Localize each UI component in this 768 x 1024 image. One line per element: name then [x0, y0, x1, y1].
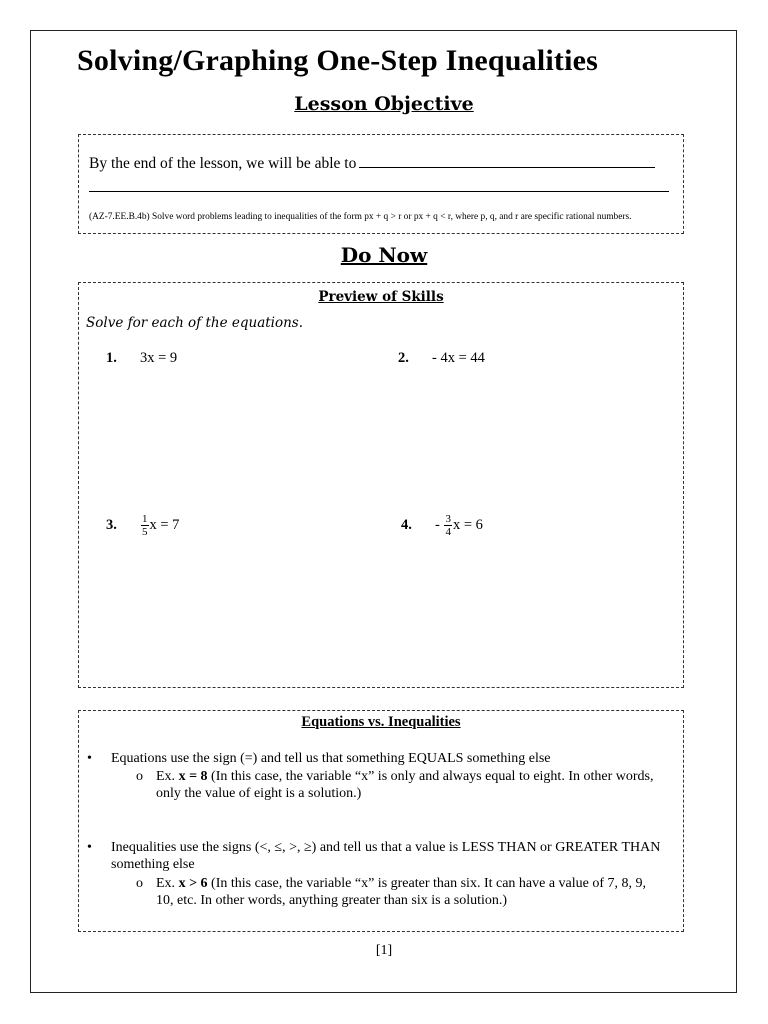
objective-blank-2 — [89, 191, 669, 192]
problem-expression: 3x = 9 — [140, 350, 178, 366]
fraction: $\frac{1}{5}$ — [142, 513, 148, 538]
do-now-heading: Do Now — [340, 243, 428, 267]
example-explanation: (In this case, the variable “x” is greater than six. It can have a value of 7, 8, 9, 10, etc. In other words, anything greater than six is a solution.) — [156, 876, 647, 908]
equations-vs-inequalities-heading: Equations vs. Inequalities — [301, 714, 461, 730]
lesson-objective-box — [78, 134, 684, 234]
equations-vs-inequalities-box — [78, 710, 684, 932]
objective-prompt — [89, 153, 655, 173]
preview-skills-box — [78, 282, 684, 688]
problem-number: 3. — [106, 516, 117, 533]
page-number: [1] — [375, 943, 393, 958]
problem-3 — [106, 513, 179, 538]
example-expression: x > 6 — [178, 876, 208, 891]
problem-expression: x = 7 — [149, 516, 180, 533]
objective-blank-1 — [359, 153, 655, 168]
example-label: Ex. — [156, 876, 179, 891]
bullet-text: Equations use the sign (=) and tell us that something EQUALS something else — [111, 751, 551, 766]
instructions: Solve for each of the equations. — [86, 315, 304, 331]
example-label: Ex. — [156, 769, 179, 784]
example-explanation: (In this case, the variable “x” is only and always equal to eight. In other words, only the value of eight is a solution.) — [156, 769, 654, 801]
negative-sign: - — [435, 516, 440, 533]
example-expression: x = 8 — [178, 769, 208, 784]
lesson-objective-heading: Lesson Objective — [294, 93, 474, 115]
preview-skills-heading: Preview of Skills — [318, 289, 444, 305]
fraction: $\frac{3}{4}$ — [445, 513, 451, 538]
problem-number: 2. — [398, 350, 409, 366]
objective-text: By the end of the lesson, we will be able to — [89, 155, 357, 172]
problem-expression: - 4x = 44 — [432, 350, 485, 366]
problem-number: 4. — [401, 516, 412, 533]
problem-4 — [401, 513, 483, 538]
bullet-dot: • — [87, 751, 92, 766]
problem-number: 1. — [106, 350, 117, 366]
standard-text: (AZ-7.EE.B.4b) Solve word problems leading to inequalities of the form px + q > r or px + q < r, where p, q, and r are specific rational numbers. — [89, 212, 632, 222]
sub-bullet: o — [136, 876, 143, 891]
bullet-text: Inequalities use the signs (<, ≤, >, ≥) and tell us that a value is LESS THAN or GREATER THAN something else — [111, 840, 661, 872]
problem-2 — [398, 350, 485, 367]
sub-bullet: o — [136, 769, 143, 784]
problem-expression: x = 6 — [452, 516, 483, 533]
bullet-dot: • — [87, 840, 92, 855]
problem-1 — [106, 350, 177, 367]
